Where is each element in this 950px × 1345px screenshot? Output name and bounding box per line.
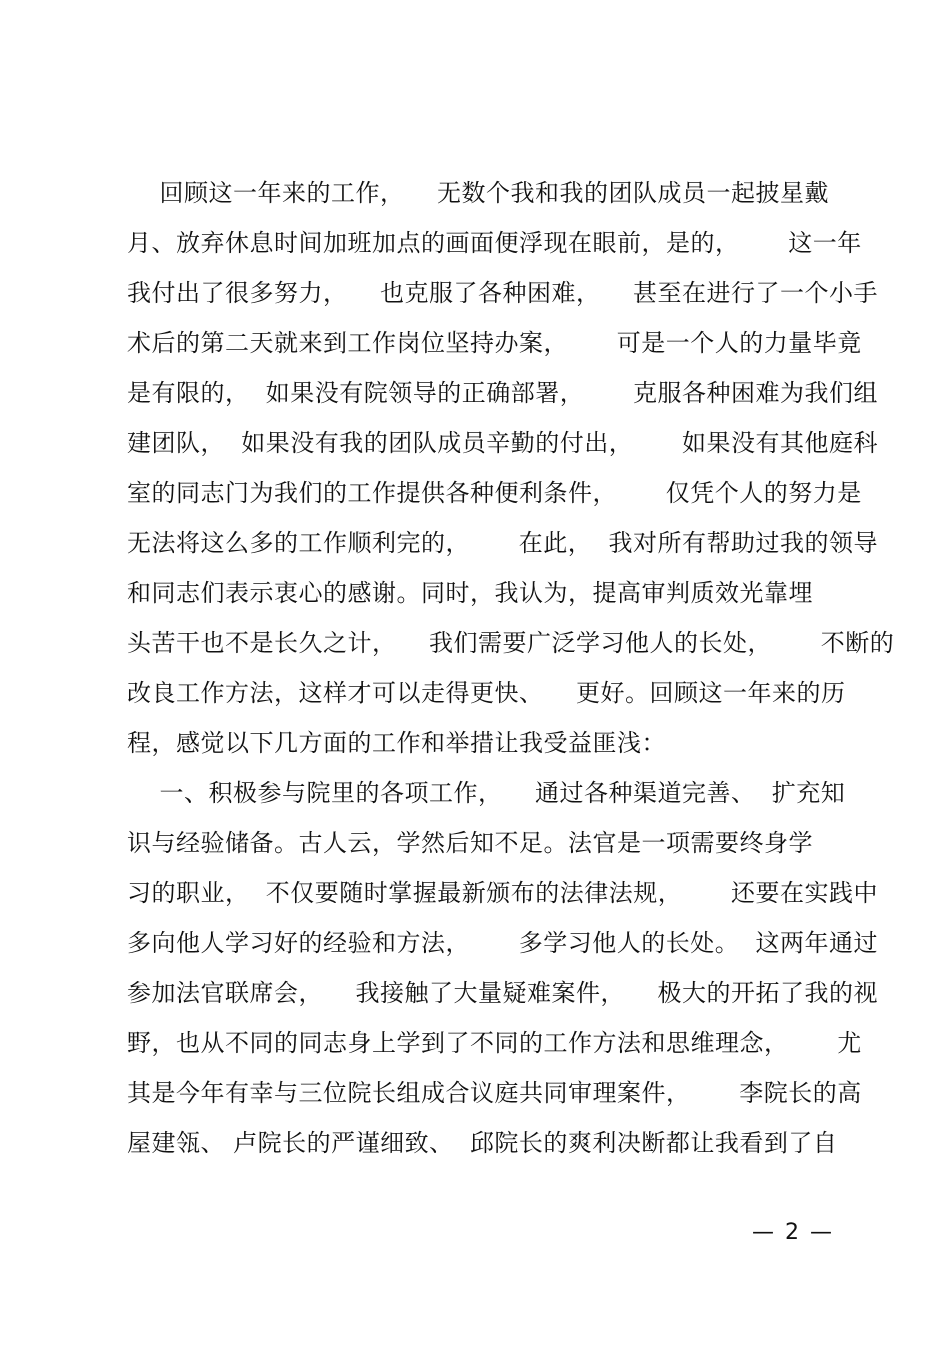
text-line-2: 月、放弃休息时间加班加点的画面便浮现在眼前，是的， 这一年	[127, 229, 862, 257]
text-line-1: 回顾这一年来的工作， 无数个我和我的团队成员一起披星戴	[127, 179, 830, 207]
text-line-4: 术后的第二天就来到工作岗位坚持办案， 可是一个人的力量毕竟	[127, 329, 862, 357]
text-line-16: 多向他人学习好的经验和方法， 多学习他人的长处。 这两年通过	[127, 929, 879, 957]
text-line-13: 一、积极参与院里的各项工作， 通过各种渠道完善、 扩充知	[127, 779, 846, 807]
text-line-15: 习的职业， 不仅要随时掌握最新颁布的法律法规， 还要在实践中	[127, 879, 879, 907]
text-line-11: 改良工作方法，这样才可以走得更快、 更好。回顾这一年来的历	[127, 679, 846, 707]
text-line-9: 和同志们表示衷心的感谢。同时，我认为，提高审判质效光靠埋	[127, 579, 813, 607]
page-number: — 2 —	[752, 1220, 834, 1245]
text-line-5: 是有限的， 如果没有院领导的正确部署， 克服各种困难为我们组	[127, 379, 879, 407]
text-line-12: 程，感觉以下几方面的工作和举措让我受益匪浅：	[127, 729, 666, 757]
text-line-20: 屋建瓴、 卢院长的严谨细致、 邱院长的爽利决断都让我看到了自	[127, 1129, 838, 1157]
text-line-7: 室的同志门为我们的工作提供各种便利条件， 仅凭个人的努力是	[127, 479, 862, 507]
text-line-17: 参加法官联席会， 我接触了大量疑难案件， 极大的开拓了我的视	[127, 979, 879, 1007]
text-line-10: 头苦干也不是长久之计， 我们需要广泛学习他人的长处， 不断的	[127, 629, 895, 657]
text-line-18: 野，也从不同的同志身上学到了不同的工作方法和思维理念， 尤	[127, 1029, 862, 1057]
text-line-6: 建团队， 如果没有我的团队成员辛勤的付出， 如果没有其他庭科	[127, 429, 879, 457]
text-line-14: 识与经验储备。古人云，学然后知不足。法官是一项需要终身学	[127, 829, 813, 857]
text-line-8: 无法将这么多的工作顺利完的， 在此， 我对所有帮助过我的领导	[127, 529, 879, 557]
text-line-19: 其是今年有幸与三位院长组成合议庭共同审理案件， 李院长的高	[127, 1079, 862, 1107]
text-line-3: 我付出了很多努力， 也克服了各种困难， 甚至在进行了一个小手	[127, 279, 879, 307]
